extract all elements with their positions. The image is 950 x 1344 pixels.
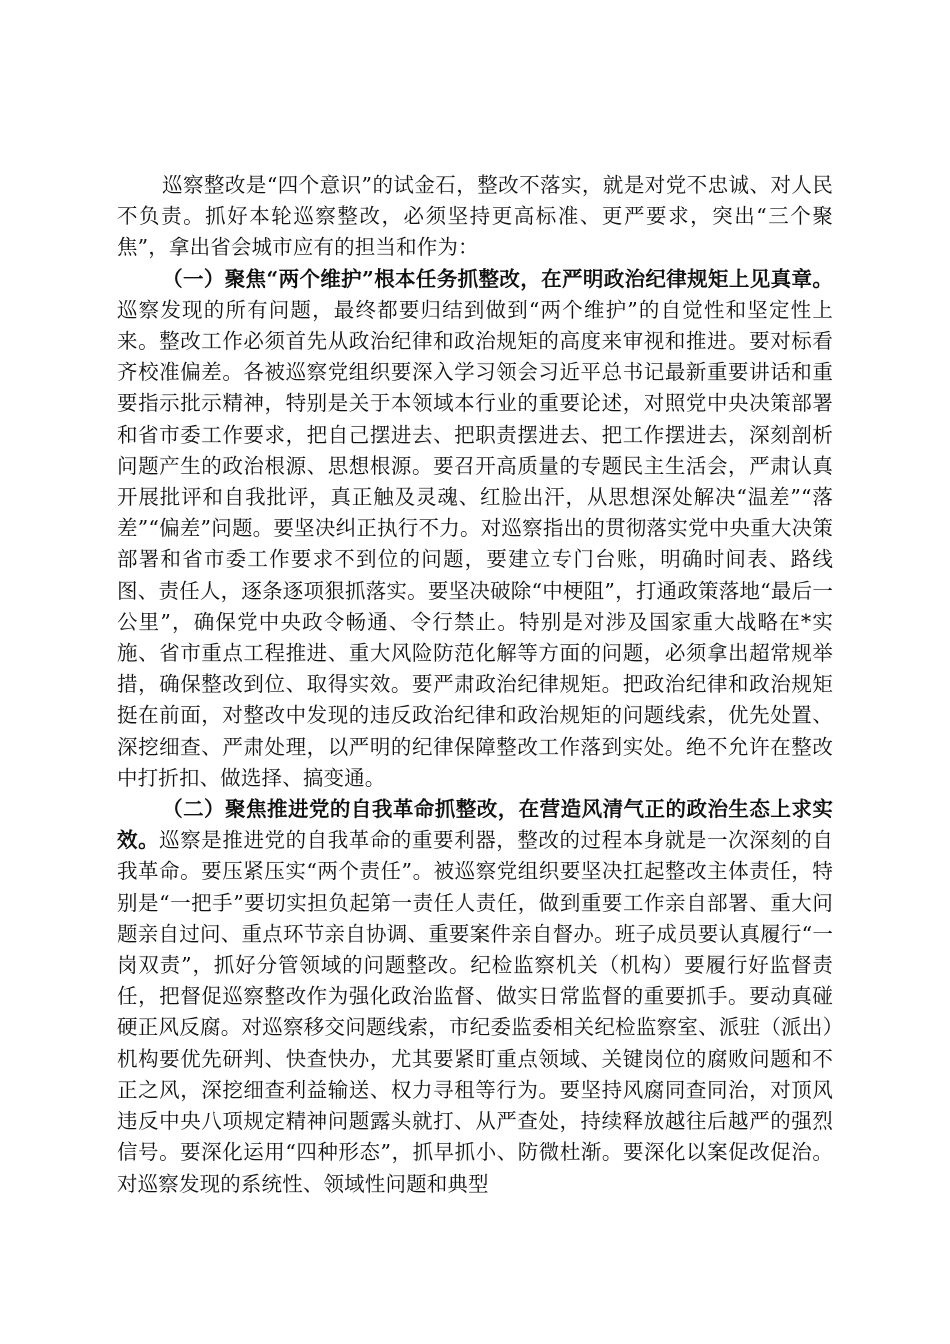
section-1-body: 巡察发现的所有问题，最终都要归结到做到“两个维护”的自觉性和坚定性上来。整改工作必须首先从政治纪律和政治规矩的高度来审视和推进。要对标看齐校准偏差。各被巡察党组织要深入学习领会习近平总书记最新重要讲话和重要指示批示精神，特别是关于本领域本行业的重要论述，对照党中央决策部署和省市委工作要求，把自己摆进去、把职责摆进去、把工作摆进去，深刻剖析问题产生的政治根源、思想根源。要召开高质量的专题民主生活会，严肃认真开展批评和自我批评，真正触及灵魂、红脸出汗，从思想深处解决“温差”“落差”“偏差”问题。要坚决纠正执行不力。对巡察指出的贯彻落实党中央重大决策部署和省市委工作要求不到位的问题，要建立专门台账，明确时间表、路线图、责任人，逐条逐项狠抓落实。要坚决破除“中梗阻”，打通政策落地“最后一公里”，确保党中央政令畅通、令行禁止。特别是对涉及国家重大战略在*实施、省市重点工程推进、重大风险防范化解等方面的问题，必须拿出超常规举措，确保整改到位、取得实效。要严肃政治纪律规矩。把政治纪律和政治规矩挺在前面，对整改中发现的违反政治纪律和政治规矩的问题线索，优先处置、深挖细查、严肃处理，以严明的纪律保障整改工作落到实处。绝不允许在整改中打折扣、做选择、搞变通。 <box>117 297 833 790</box>
section-1-paragraph <box>117 264 833 794</box>
document-page <box>117 170 833 1200</box>
section-1-heading: （一）聚焦“两个维护”根本任务抓整改，在严明政治纪律规矩上见真章。 <box>162 266 833 291</box>
intro-paragraph: 巡察整改是“四个意识”的试金石，整改不落实，就是对党不忠诚、对人民不负责。抓好本轮巡察整改，必须坚持更高标准、更严要求，突出“三个聚焦”，拿出省会城市应有的担当和作为： <box>117 173 833 260</box>
section-2-heading: （二）聚焦推进党的自我革命抓整改，在营造风清气正的政治生态上求实效。 <box>117 797 833 853</box>
section-2-body: 巡察是推进党的自我革命的重要利器，整改的过程本身就是一次深刻的自我革命。要压紧压实“两个责任”。被巡察党组织要坚决扛起整改主体责任，特别是“一把手”要切实担负起第一责任人责任，做到重要工作亲自部署、重大问题亲自过问、重点环节亲自协调、重要案件亲自督办。班子成员要认真履行“一岗双责”，抓好分管领域的问题整改。纪检监察机关（机构）要履行好监督责任，把督促巡察整改作为强化政治监督、做实日常监督的重要抓手。要动真碰硬正风反腐。对巡察移交问题线索，市纪委监委相关纪检监察室、派驻（派出）机构要优先研判、快查快办，尤其要紧盯重点领域、关键岗位的腐败问题和不正之风，深挖细查利益输送、权力寻租等行为。要坚持风腐同查同治，对顶风违反中央八项规定精神问题露头就打、从严查处，持续释放越往后越严的强烈信号。要深化运用“四种形态”，抓早抓小、防微杜渐。要深化以案促改促治。对巡察发现的系统性、领域性问题和典型 <box>117 828 833 1196</box>
section-2-paragraph <box>117 794 833 1200</box>
